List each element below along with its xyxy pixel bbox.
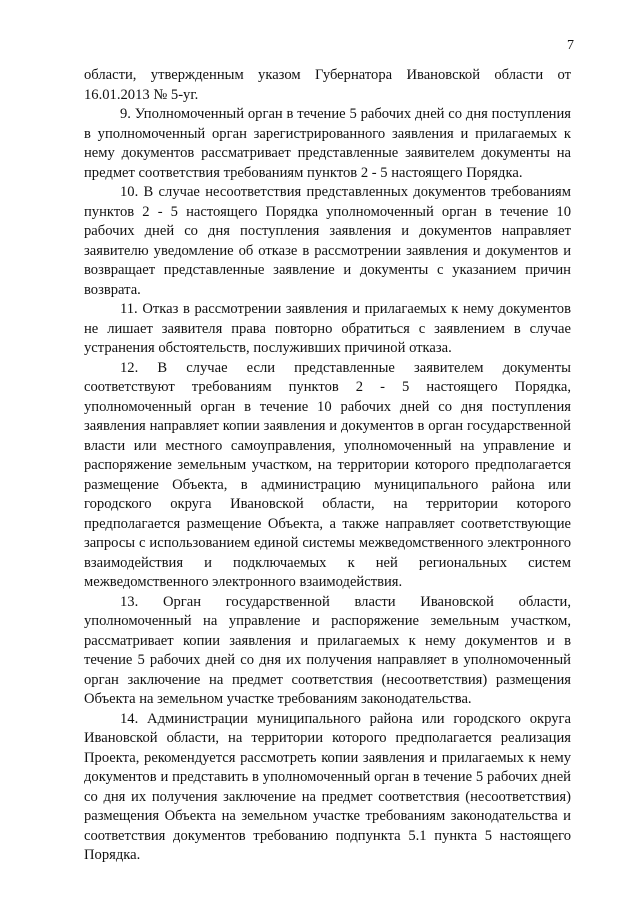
document-body	[84, 66, 571, 866]
paragraph-continuation: области, утвержденным указом Губернатора Ивановской области от 16.01.2013 № 5-уг.	[84, 67, 571, 103]
paragraph-14: 14. Администрации муниципального района или городского округа Ивановской области, на территории которого предполагается реализация Проекта, рекомендуется рассмотреть копии заявления и прилагаемых к нему документов и представить в уполномоченный орган в течение 5 рабочих дней со дня их получения заключение на предмет соответствия (несоответствия) размещения Объекта на земельном участке требованиям законодательства и соответствия документов требованию подпункта 5.1 пункта 5 настоящего Порядка.	[84, 710, 571, 863]
paragraph-13: 13. Орган государственной власти Ивановской области, уполномоченный на управление и распоряжение земельным участком, рассматривает копии заявления и прилагаемых к нему документов и в течение 5 рабочих дней со дня их получения направляет в уполномоченный орган заключение на предмет соответствия (несоответствия) размещения Объекта на земельном участке требованиям законодательства.	[84, 593, 571, 707]
paragraph-11: 11. Отказ в рассмотрении заявления и прилагаемых к нему документов не лишает заявителя права повторно обратиться с заявлением в случае устранения обстоятельств, послуживших причиной отказа.	[84, 301, 571, 356]
paragraph-9: 9. Уполномоченный орган в течение 5 рабочих дней со дня поступления в уполномоченный орган зарегистрированного заявления и прилагаемых к нему документов рассматривает представленные заявителем документы на предмет соответствия требованиям пунктов 2 - 5 настоящего Порядка.	[84, 106, 571, 181]
paragraph-10: 10. В случае несоответствия представленных документов требованиям пунктов 2 - 5 настоящего Порядка уполномоченный орган в течение 10 рабочих дней со дня поступления заявления и документов направляет заявителю уведомление об отказе в рассмотрении заявления и документов и возвращает представленные заявление и документы с указанием причин возврата.	[84, 184, 571, 298]
paragraph-12: 12. В случае если представленные заявителем документы соответствуют требованиям пунктов 2 - 5 настоящего Порядка, уполномоченный орган в течение 10 рабочих дней со дня поступления заявления направляет копии заявления и документов в орган государственной власти или местного самоуправления, уполномоченный на управление и распоряжение земельным участком, на территории которого предполагается размещение Объекта, в администрацию муниципального района или городского округа Ивановской области, на территории которого предполагается размещение Объекта, а также направляет соответствующие запросы с использованием единой системы межведомственного электронного взаимодействия и подключаемых к ней региональных систем межведомственного электронного взаимодействия.	[84, 359, 571, 590]
page-number: 7	[567, 38, 574, 53]
